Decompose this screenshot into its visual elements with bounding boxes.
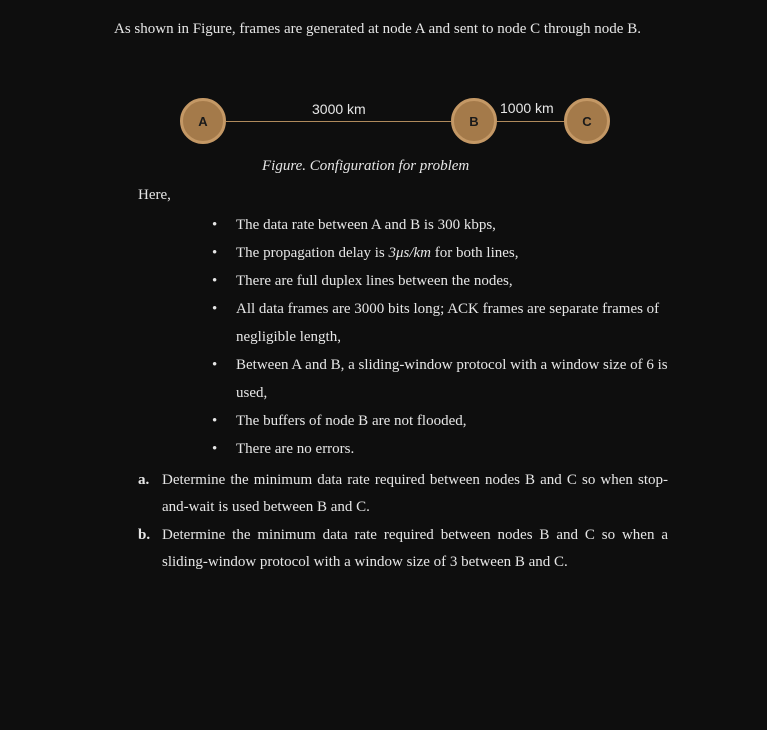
- node-c: C: [564, 98, 610, 144]
- condition-text: The buffers of node B are not flooded,: [236, 413, 467, 429]
- condition-item: [236, 295, 676, 351]
- condition-text: The propagation delay is: [236, 245, 389, 261]
- conditions-list: [236, 211, 676, 463]
- distance-a-b-label: 3000 km: [312, 101, 366, 117]
- question-a: [138, 467, 668, 521]
- question-letter: a.: [138, 472, 150, 488]
- propagation-delay-formula: 3μs/km: [388, 245, 431, 261]
- condition-item: [236, 407, 676, 435]
- condition-item: [236, 351, 676, 407]
- condition-item: [236, 211, 676, 239]
- link-a-b: [226, 121, 451, 122]
- question-letter: b.: [138, 527, 151, 543]
- node-b: B: [451, 98, 497, 144]
- here-label: Here,: [138, 187, 171, 203]
- condition-text: The data rate between A and B is 300 kbps,: [236, 217, 496, 233]
- condition-item: [236, 435, 676, 463]
- condition-item: [236, 267, 676, 295]
- condition-item: [236, 239, 676, 267]
- condition-text: Between A and B, a sliding-window protocol with a window size of 6 is used,: [236, 357, 668, 401]
- condition-text: All data frames are 3000 bits long; ACK frames are separate frames of negligible length,: [236, 301, 660, 345]
- link-b-c: [497, 121, 564, 122]
- distance-b-c-label: 1000 km: [500, 100, 554, 116]
- condition-text: for both lines,: [431, 245, 519, 261]
- condition-text: There are full duplex lines between the nodes,: [236, 273, 513, 289]
- condition-text: There are no errors.: [236, 441, 355, 457]
- question-text: Determine the minimum data rate required between nodes B and C so when a sliding-window protocol with a window size of 3 between B and C.: [162, 527, 668, 570]
- node-a: A: [180, 98, 226, 144]
- intro-paragraph: As shown in Figure, frames are generated at node A and sent to node C through node B.: [114, 21, 641, 37]
- network-figure: [0, 0, 767, 200]
- question-text: Determine the minimum data rate required between nodes B and C so when stop-and-wait is used between B and C.: [162, 472, 668, 515]
- figure-caption: Figure. Configuration for problem: [262, 158, 470, 174]
- question-b: [138, 522, 668, 576]
